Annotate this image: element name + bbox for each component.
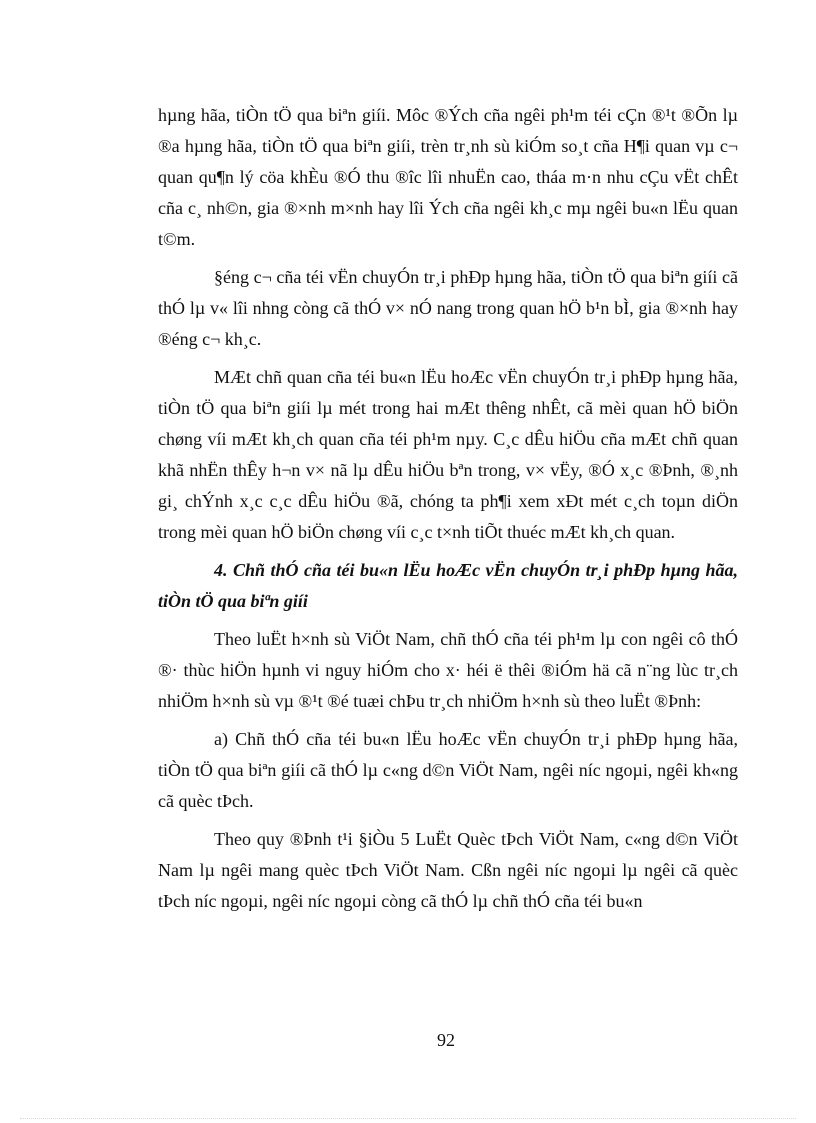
- paragraph-4: Theo luËt h×nh sù ViÖt Nam, chñ thÓ cña téi ph¹m lµ con ngêi cô thÓ ®· thùc hiÖn hµnh vi nguy hiÓm cho x· héi ë thêi ®iÓm hä cã n¨ng lùc tr¸ch nhiÖm h×nh sù vµ ®¹t ®é tuæi chÞu tr¸ch nhiÖm h×nh sù theo luËt ®Þnh:: [158, 629, 738, 711]
- paragraph-2: §éng c¬ cña téi vËn chuyÓn tr¸i phÐp hµng hãa, tiÒn tÖ qua biªn giíi cã thÓ lµ v« lîi nhng còng cã thÓ v× nÓ nang trong quan hÖ b¹n bÌ, gia ®×nh hay ®éng c¬ kh¸c.: [158, 267, 738, 349]
- section-heading: 4. Chñ thÓ cña téi bu«n lËu hoÆc vËn chuyÓn tr¸i phÐp hµng hãa, tiÒn tÖ qua biªn giíi: [158, 560, 738, 611]
- paragraph-1: hµng hãa, tiÒn tÖ qua biªn giíi. Môc ®Ých cña ngêi ph¹m téi cÇn ®¹t ®Õn lµ ®a hµng hãa, tiÒn tÖ qua biªn giíi, trèn tr¸nh sù kiÓm so¸t cña H¶i quan vµ c¬ quan qu¶n lý cöa khÈu ®Ó thu ®îc lîi nhuËn cao, tháa m·n nhu cÇu vËt chÊt cña c¸ nh©n, gia ®×nh m×nh hay lîi Ých cña ngêi kh¸c mµ ngêi bu«n lËu quan t©m.: [158, 105, 738, 249]
- page-body: [158, 100, 738, 924]
- paragraph-5: a) Chñ thÓ cña téi bu«n lËu hoÆc vËn chuyÓn tr¸i phÐp hµng hãa, tiÒn tÖ qua biªn giíi cã thÓ lµ c«ng d©n ViÖt Nam, ngêi níc ngoµi, ngêi kh«ng cã quèc tÞch.: [158, 729, 738, 811]
- paragraph-3: MÆt chñ quan cña téi bu«n lËu hoÆc vËn chuyÓn tr¸i phÐp hµng hãa, tiÒn tÖ qua biªn giíi lµ mét trong hai mÆt thêng nhÊt, cã mèi quan hÖ biÖn chøng víi mÆt kh¸ch quan cña téi ph¹m nµy. C¸c dÊu hiÖu cña mÆt chñ quan khã nhËn thÊy h¬n v× nã lµ dÊu hiÖu bªn trong, v× vËy, ®Ó x¸c ®Þnh, ®¸nh gi¸ chÝnh x¸c c¸c dÊu hiÖu ®ã, chóng ta ph¶i xem xÐt mét c¸ch toµn diÖn trong mèi quan hÖ biÖn chøng víi c¸c t×nh tiÕt thuéc mÆt kh¸ch quan.: [158, 367, 738, 542]
- paragraph-6: Theo quy ®Þnh t¹i §iÒu 5 LuËt Quèc tÞch ViÖt Nam, c«ng d©n ViÖt Nam lµ ngêi mang quèc tÞch ViÖt Nam. Cßn ngêi níc ngoµi lµ ngêi cã quèc tÞch níc ngoµi, ngêi níc ngoµi còng cã thÓ lµ chñ thÓ cña téi bu«n: [158, 829, 738, 911]
- page-bottom-divider: [20, 1118, 796, 1119]
- page-number: 92: [437, 1030, 455, 1050]
